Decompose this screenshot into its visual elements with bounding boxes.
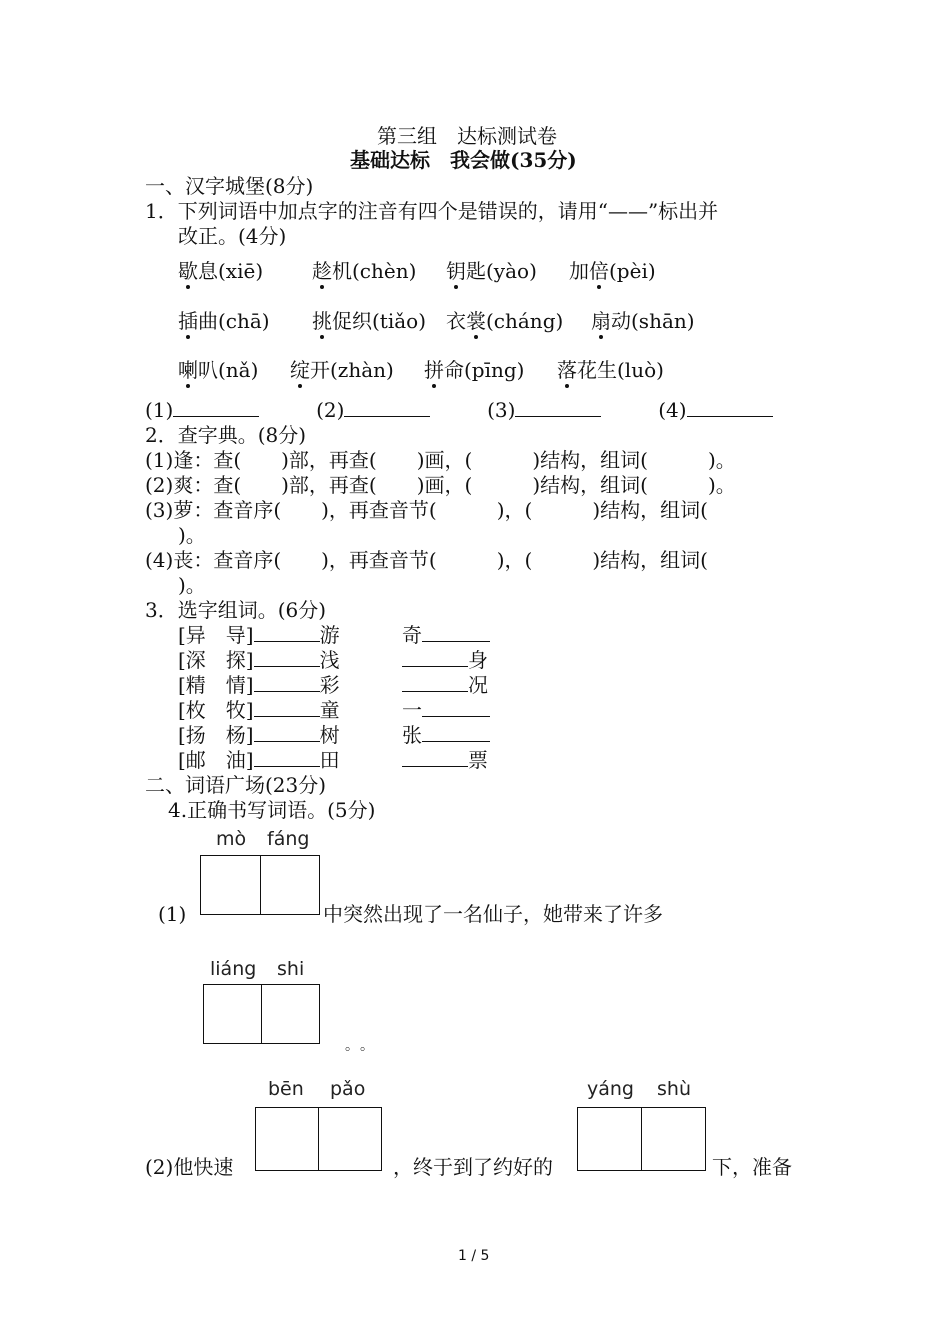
sentence-text: ，终于到了约好的 — [393, 1155, 553, 1179]
q2-title: 2．查字典。(8分) — [145, 423, 307, 447]
pinyin-label: mò — [216, 828, 247, 850]
dotted-char: 拼 — [424, 358, 444, 382]
q2-line-cont: )。 — [178, 523, 206, 547]
answer-blank[interactable] — [422, 723, 490, 742]
pinyin-word — [178, 259, 263, 284]
q2-line: (1)逢：查( )部，再查( )画，( )结构，组词( )。 — [145, 448, 736, 472]
writing-box[interactable] — [577, 1107, 706, 1171]
writing-cell[interactable] — [578, 1108, 641, 1170]
q4-title: 4.正确书写词语。(5分) — [168, 798, 376, 822]
word-suffix: 开(zhàn) — [310, 358, 394, 382]
answer-label: (4) — [658, 398, 687, 422]
q3-row — [178, 673, 488, 698]
writing-box[interactable] — [200, 855, 320, 915]
answer-label: (2) — [316, 398, 345, 422]
dotted-char: 倍 — [589, 259, 609, 283]
answer-blank[interactable] — [254, 698, 320, 717]
item-label: (1) — [158, 902, 187, 926]
sentence-text: 下，准备 — [712, 1155, 792, 1179]
answer-blank[interactable] — [687, 398, 773, 417]
pinyin-word — [446, 309, 563, 334]
writing-box[interactable] — [255, 1107, 382, 1171]
q3-row — [178, 623, 422, 648]
pinyin-word — [312, 259, 416, 284]
q3-row — [178, 648, 488, 673]
answer-blank[interactable] — [422, 698, 490, 717]
pinyin-word — [312, 309, 426, 334]
dotted-char: 歇 — [178, 259, 198, 283]
dotted-char: 扇 — [591, 309, 611, 333]
q3-second-word — [402, 698, 490, 723]
word-suffix: (pèi) — [609, 259, 656, 283]
item-label: (2)他快速 — [145, 1155, 234, 1179]
pinyin-word — [290, 358, 394, 383]
pinyin-word — [446, 259, 537, 284]
page-subtitle: 基础达标 我会做(35分) — [350, 148, 577, 172]
pinyin-word — [424, 358, 525, 383]
answer-blank[interactable] — [173, 398, 259, 417]
word-fixed: 张 — [402, 723, 422, 747]
word-fixed: 身 — [468, 648, 488, 672]
writing-box[interactable] — [203, 984, 320, 1044]
pinyin-word — [178, 358, 258, 383]
page-title: 第三组 达标测试卷 — [377, 124, 557, 148]
writing-cell[interactable] — [260, 856, 320, 914]
q3-second-word — [402, 748, 488, 773]
word-fixed: 田 — [319, 748, 340, 772]
dotted-char: 插 — [178, 309, 198, 333]
q2-line: (2)爽：查( )部，再查( )画，( )结构，组词( )。 — [145, 473, 736, 497]
q1-answer-row — [145, 398, 773, 423]
word-fixed: 一 — [402, 698, 422, 722]
dotted-char: 趁 — [312, 259, 332, 283]
section2-heading: 二、词语广场(23分) — [145, 773, 327, 797]
q3-second-word — [402, 648, 488, 673]
pinyin-word — [557, 358, 664, 383]
q3-second-word — [402, 673, 488, 698]
word-prefix: 衣 — [446, 309, 466, 333]
word-suffix: 息(xiē) — [198, 259, 264, 283]
word-suffix: 促织(tiǎo) — [332, 309, 427, 333]
pinyin-label: liáng — [210, 958, 257, 980]
answer-blank[interactable] — [515, 398, 601, 417]
word-suffix: 花生(luò) — [577, 358, 664, 382]
q3-second-word — [402, 723, 490, 748]
answer-blank[interactable] — [254, 623, 320, 642]
char-choice: [精 情] — [178, 673, 254, 697]
answer-blank[interactable] — [254, 673, 320, 692]
answer-blank[interactable] — [402, 748, 468, 767]
word-fixed: 童 — [319, 698, 340, 722]
pinyin-label: yáng — [587, 1078, 634, 1100]
word-suffix: 匙(yào) — [466, 259, 537, 283]
section1-heading: 一、汉字城堡(8分) — [145, 174, 314, 198]
pinyin-word — [591, 309, 695, 334]
pinyin-label: shù — [657, 1078, 691, 1100]
writing-cell[interactable] — [256, 1108, 318, 1170]
dotted-char: 落 — [557, 358, 577, 382]
pinyin-label: pǎo — [330, 1078, 366, 1100]
pinyin-label: fáng — [267, 828, 310, 850]
word-fixed: 况 — [468, 673, 488, 697]
char-choice: [扬 杨] — [178, 723, 254, 747]
q3-second-word — [402, 623, 490, 648]
dotted-char: 喇 — [178, 358, 198, 382]
dotted-char: 钥 — [446, 259, 466, 283]
word-suffix: 动(shān) — [611, 309, 695, 333]
dotted-char: 裳 — [466, 309, 486, 333]
word-fixed: 奇 — [402, 623, 422, 647]
writing-cell[interactable] — [201, 856, 260, 914]
char-choice: [枚 牧] — [178, 698, 254, 722]
dotted-char: 挑 — [312, 309, 332, 333]
word-suffix: (cháng) — [486, 309, 564, 333]
answer-label: (1) — [145, 398, 174, 422]
q2-line-cont: )。 — [178, 573, 206, 597]
answer-label: (3) — [487, 398, 516, 422]
char-choice: [深 探] — [178, 648, 254, 672]
writing-cell[interactable] — [318, 1108, 381, 1170]
q1-line1: 1．下列词语中加点字的注音有四个是错误的，请用“——”标出并 — [145, 199, 719, 223]
char-choice: [邮 油] — [178, 748, 254, 772]
pinyin-word — [178, 309, 270, 334]
answer-blank[interactable] — [422, 623, 490, 642]
sentence-end: 。。 — [345, 1038, 382, 1054]
answer-blank[interactable] — [402, 648, 468, 667]
pinyin-label: shi — [277, 958, 305, 980]
word-fixed: 游 — [319, 623, 340, 647]
word-suffix: 命(pīng) — [444, 358, 525, 382]
word-suffix: 叭(nǎ) — [198, 358, 259, 382]
q2-line: (4)丧：查音序( )，再查音节( )，( )结构，组词( — [145, 548, 708, 572]
word-fixed: 树 — [319, 723, 340, 747]
answer-blank[interactable] — [254, 748, 320, 767]
q3-row — [178, 748, 488, 773]
word-suffix: 曲(chā) — [198, 309, 270, 333]
word-fixed: 票 — [468, 748, 488, 772]
word-fixed: 浅 — [319, 648, 340, 672]
answer-blank[interactable] — [402, 673, 468, 692]
writing-cell[interactable] — [261, 985, 319, 1043]
writing-cell[interactable] — [204, 985, 261, 1043]
dotted-char: 绽 — [290, 358, 310, 382]
writing-cell[interactable] — [641, 1108, 705, 1170]
pinyin-label: bēn — [268, 1078, 304, 1100]
word-suffix: 机(chèn) — [332, 259, 417, 283]
word-prefix: 加 — [569, 259, 589, 283]
page-number: 1 / 5 — [458, 1248, 490, 1264]
answer-blank[interactable] — [344, 398, 430, 417]
q2-line: (3)萝：查音序( )，再查音节( )，( )结构，组词( — [145, 498, 708, 522]
q1-line2: 改正。(4分) — [178, 224, 287, 248]
word-fixed: 彩 — [319, 673, 340, 697]
answer-blank[interactable] — [254, 723, 320, 742]
q3-row — [178, 698, 422, 723]
q3-title: 3．选字组词。(6分) — [145, 598, 327, 622]
answer-blank[interactable] — [254, 648, 320, 667]
sentence-text: 中突然出现了一名仙子，她带来了许多 — [323, 902, 663, 926]
pinyin-word — [569, 259, 656, 284]
char-choice: [异 导] — [178, 623, 254, 647]
q3-row — [178, 723, 422, 748]
